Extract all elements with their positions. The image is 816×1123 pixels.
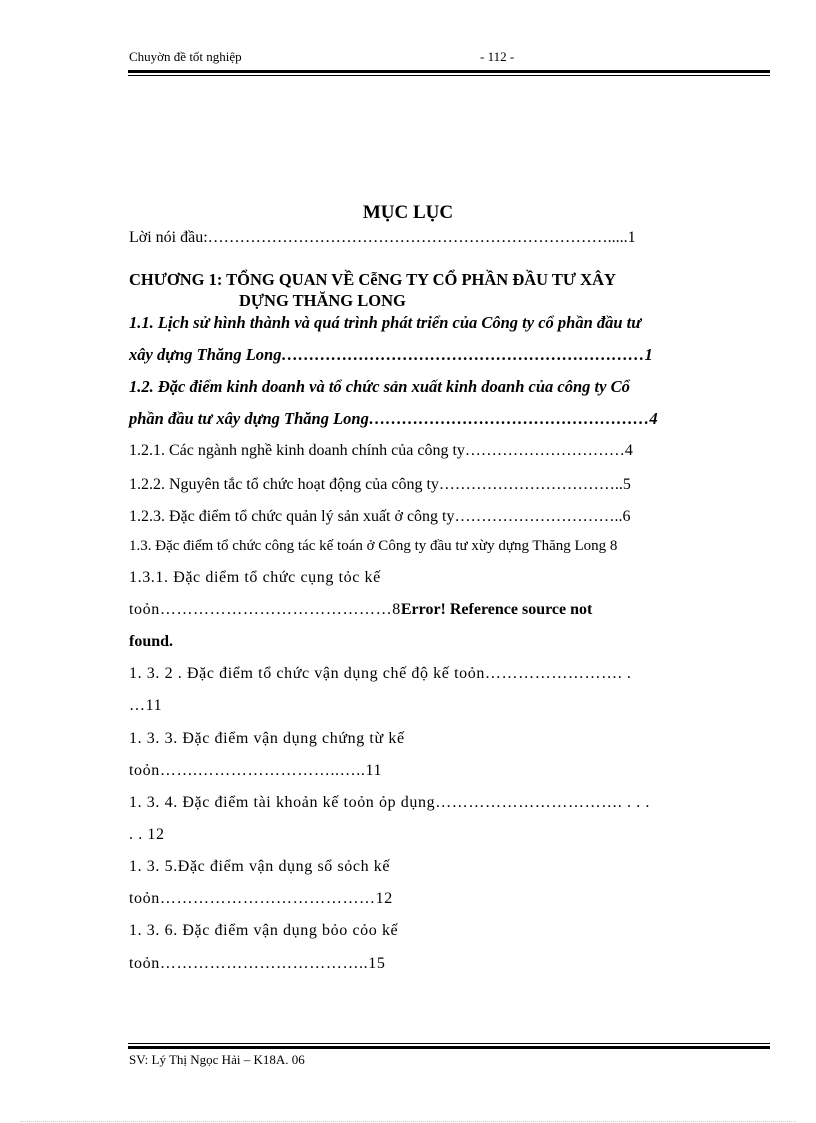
toc-section-1-3-6-line1: 1. 3. 6. Đặc điểm vận dụng bỏo cỏo kế <box>129 922 399 939</box>
toc-section-1-3-1-line1: 1.3.1. Đặc diểm tổ chức cụng tỏc kế <box>129 569 381 586</box>
toc-section-1-3-2-line2: …11 <box>129 697 163 714</box>
toc-chapter1-line1: CHƯƠNG 1: TỔNG QUAN VỀ CễNG TY CỔ PHẦN ĐẦU TƯ XÂY <box>129 270 616 289</box>
error-reference-text: Error! Reference source not <box>400 601 593 618</box>
toc-section-1-2-line2: phần đầu tư xây dựng Thăng Long……………………………………………4 <box>129 409 658 428</box>
page-edge-dots <box>20 1121 796 1122</box>
header-title: Chuyờn đề tốt nghiệp <box>129 49 242 64</box>
header-rule-thick <box>128 70 770 73</box>
footer-rule-thin <box>128 1043 770 1044</box>
page-title: MỤC LỤC <box>362 202 454 223</box>
footer-rule-thick <box>128 1046 770 1049</box>
toc-section-1-3-4-line1: 1. 3. 4. Đặc điểm tài khoản kế toỏn ỏp dụng……………………………. . . . <box>129 794 650 811</box>
toc-section-1-3-1-text: toỏn……………………………………8 <box>129 601 401 618</box>
toc-section-1-3-4-line2: . . 12 <box>129 826 165 843</box>
toc-section-1-3-3-line2: toỏn…….……………………..…..11 <box>129 762 383 779</box>
toc-section-1-3-1-line3: found. <box>129 633 174 650</box>
toc-section-1-3-5-line1: 1. 3. 5.Đặc điểm vận dụng sổ sỏch kế <box>129 858 391 875</box>
toc-section-1-1-line2: xây dựng Thăng Long…………………………………………………………1 <box>129 345 653 364</box>
header-rule-thin <box>128 75 770 76</box>
toc-section-1-3-5-line2: toỏn…………………………………12 <box>129 890 393 907</box>
toc-section-1-3-3-line1: 1. 3. 3. Đặc điểm vận dụng chứng từ kế <box>129 730 405 747</box>
toc-section-1-3-1-line2 <box>129 601 592 619</box>
toc-section-1-3-6-line2: toỏn………………………………..15 <box>129 955 386 972</box>
footer-student: SV: Lý Thị Ngọc Hải – K18A. 06 <box>129 1052 305 1067</box>
toc-chapter1-line2: DỰNG THĂNG LONG <box>239 291 406 310</box>
header-page-number: - 112 - <box>480 49 515 64</box>
toc-section-1-3: 1.3. Đặc điểm tổ chức công tác kế toán ở Công ty đầu tư xừy dựng Thăng Long 8 <box>129 538 618 554</box>
toc-section-1-3-2-line1: 1. 3. 2 . Đặc điểm tổ chức vận dụng chế độ kế toỏn……………………. . <box>129 665 632 682</box>
toc-section-1-1-line1: 1.1. Lịch sử hình thành và quá trình phát triển của Công ty cổ phần đầu tư <box>129 313 642 332</box>
toc-section-1-2-3: 1.2.3. Đặc điểm tổ chức quản lý sản xuất ở công ty…………………………..6 <box>129 508 631 525</box>
toc-section-1-2-1: 1.2.1. Các ngành nghề kinh doanh chính của công ty…………………………4 <box>129 442 633 459</box>
toc-section-1-2-2: 1.2.2. Nguyên tắc tổ chức hoạt động của công ty……………………………..5 <box>129 476 631 493</box>
toc-section-1-2-line1: 1.2. Đặc điểm kinh doanh và tổ chức sản xuất kinh doanh của công ty Cổ <box>129 377 630 396</box>
toc-preface: Lời nói đầu:………………………………………………………………….....1 <box>129 229 636 246</box>
